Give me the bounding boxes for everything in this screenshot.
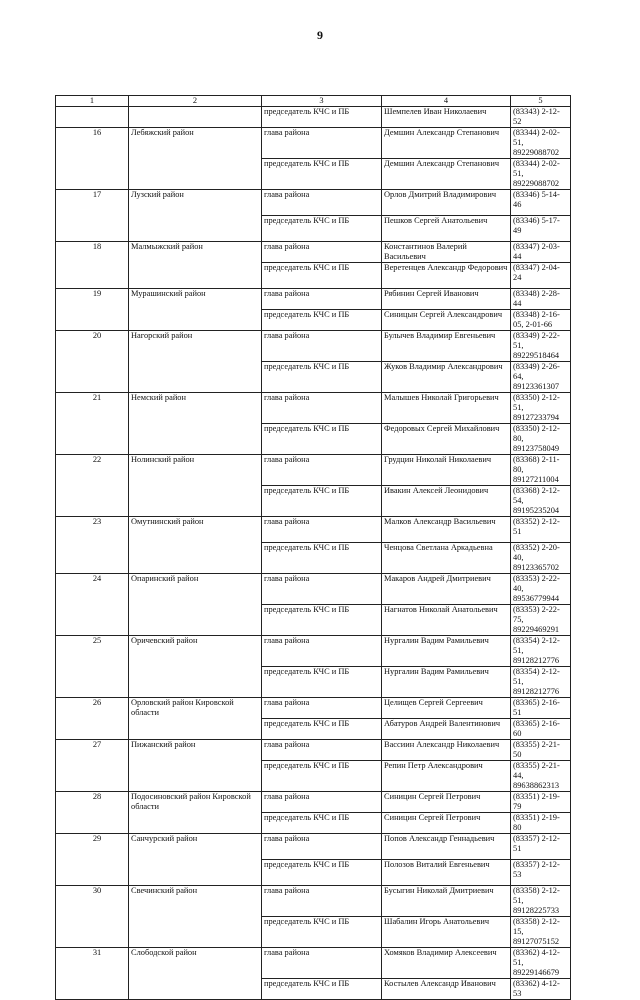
phone-number: (83348) 2-16-05, 2-01-66 [511,310,571,331]
phone-number: (83368) 2-12-54, 89195235204 [511,486,571,517]
phone-number: (83352) 2-12-51 [511,517,571,543]
table-row [56,948,571,979]
phone-number: (83358) 2-12-51, 89128225733 [511,886,571,917]
official-name: Нургалин Вадим Рамильевич [382,667,511,698]
phone-number: (83350) 2-12-80, 89123758049 [511,424,571,455]
official-role: председатель КЧС и ПБ [262,917,382,948]
official-name: Грудцин Николай Николаевич [382,455,511,486]
district-number-cell [56,190,129,242]
phone-number: (83354) 2-12-51, 89128212776 [511,667,571,698]
phone-number: (83357) 2-12-53 [511,860,571,886]
official-role: председатель КЧС и ПБ [262,761,382,792]
district-name: Нагорский район [129,331,262,393]
official-name: Полозов Виталий Евгеньевич [382,860,511,886]
official-name: Синицын Сергей Александрович [382,310,511,331]
district-name: Свечинский район [129,886,262,948]
table-row [56,128,571,159]
official-role: председатель КЧС и ПБ [262,310,382,331]
district-number: 21 [92,393,102,402]
district-name [129,107,262,128]
official-role: глава района [262,190,382,216]
official-role: глава района [262,886,382,917]
phone-number: (83358) 2-12-15, 89127075152 [511,917,571,948]
district-number: 30 [92,886,102,895]
official-name: Рябинин Сергей Иванович [382,289,511,310]
official-role: председатель КЧС и ПБ [262,605,382,636]
district-number: 18 [92,242,102,251]
phone-number: (83353) 2-22-75, 89229469291 [511,605,571,636]
district-number: 24 [92,574,102,583]
official-name: Нургалин Вадим Рамильевич [382,636,511,667]
phone-number: (83368) 2-11-80, 89127211004 [511,455,571,486]
table-row [56,886,571,917]
district-number: 17 [92,190,102,199]
official-role: председатель КЧС и ПБ [262,719,382,740]
phone-number: (83346) 5-14-46 [511,190,571,216]
official-role: глава района [262,636,382,667]
phone-number: (83349) 2-26-64, 89123361307 [511,362,571,393]
district-number: 31 [92,948,102,957]
district-number-cell [56,574,129,636]
column-header: 5 [511,96,571,107]
district-number-cell [56,948,129,1000]
official-name: Синицин Сергей Петрович [382,813,511,834]
column-header: 4 [382,96,511,107]
official-role: глава района [262,242,382,263]
official-role: глава района [262,574,382,605]
official-role: председатель КЧС и ПБ [262,486,382,517]
table-row [56,190,571,216]
district-number-cell [56,740,129,792]
official-name: Абатуров Андрей Валентинович [382,719,511,740]
phone-number: (83349) 2-22-51, 89229518464 [511,331,571,362]
district-number: 25 [92,636,102,645]
table-row [56,698,571,719]
phone-number: (83344) 2-02-51, 89229088702 [511,128,571,159]
table-row [56,834,571,860]
official-role: председатель КЧС и ПБ [262,263,382,289]
table-row [56,740,571,761]
column-header: 3 [262,96,382,107]
official-name: Вассиин Александр Николаевич [382,740,511,761]
official-role: председатель КЧС и ПБ [262,813,382,834]
district-number: 20 [92,331,102,340]
table-row [56,393,571,424]
table-row [56,455,571,486]
official-role: председатель КЧС и ПБ [262,860,382,886]
district-number-cell [56,128,129,190]
official-role: глава района [262,948,382,979]
official-role: глава района [262,455,382,486]
official-name: Орлов Дмитрий Владимирович [382,190,511,216]
district-name: Слободской район [129,948,262,1000]
district-number: 19 [92,289,102,298]
table-row [56,792,571,813]
official-role: глава района [262,740,382,761]
phone-number: (83350) 2-12-51, 89127233794 [511,393,571,424]
table-body [56,107,571,1000]
official-name: Малышев Николай Григорьевич [382,393,511,424]
official-name: Демшин Александр Степанович [382,159,511,190]
phone-number: (83362) 4-12-51, 89229146679 [511,948,571,979]
official-role: глава района [262,128,382,159]
table-header [56,96,571,107]
official-role: глава района [262,517,382,543]
official-name: Хомяков Владимир Алексеевич [382,948,511,979]
district-number-cell [56,242,129,289]
district-number-cell [56,393,129,455]
official-role: глава района [262,834,382,860]
official-role: председатель КЧС и ПБ [262,159,382,190]
page-number: 9 [317,28,323,42]
phone-number: (83352) 2-20-40, 89123365702 [511,543,571,574]
official-role: глава района [262,792,382,813]
phone-number: (83354) 2-12-51, 89128212776 [511,636,571,667]
official-role: глава района [262,331,382,362]
column-header: 2 [129,96,262,107]
phone-number: (83351) 2-19-80 [511,813,571,834]
district-number: 28 [92,792,102,801]
official-name: Веретенцев Александр Федорович [382,263,511,289]
table-row [56,517,571,543]
table-row [56,574,571,605]
official-name: Демшин Александр Степанович [382,128,511,159]
phone-number: (83365) 2-16-51 [511,698,571,719]
header-row [56,96,571,107]
district-number: 16 [92,128,102,137]
district-name: Санчурский район [129,834,262,886]
phone-number: (83355) 2-21-50 [511,740,571,761]
official-name: Синицин Сергей Петрович [382,792,511,813]
phone-number: (83347) 2-03-44 [511,242,571,263]
phone-number: (83347) 2-04-24 [511,263,571,289]
official-role: председатель КЧС и ПБ [262,107,382,128]
district-name: Орловский район Кировской области [129,698,262,740]
official-name: Жуков Владимир Александрович [382,362,511,393]
district-name: Немский район [129,393,262,455]
official-name: Булычев Владимир Евгеньевич [382,331,511,362]
district-name: Малмыжский район [129,242,262,289]
district-number-cell [56,455,129,517]
table-row [56,107,571,128]
district-name: Омутнинский район [129,517,262,574]
phone-number: (83365) 2-16-60 [511,719,571,740]
district-number-cell [56,289,129,331]
phone-number: (83346) 5-17-49 [511,216,571,242]
district-number-cell [56,792,129,834]
official-role: глава района [262,698,382,719]
official-name: Макаров Андрей Дмитриевич [382,574,511,605]
phone-number: (83343) 2-12-52 [511,107,571,128]
official-role: глава района [262,289,382,310]
district-name: Нолинский район [129,455,262,517]
table-row [56,636,571,667]
district-number-cell [56,698,129,740]
official-name: Костылев Александр Иванович [382,979,511,1000]
official-role: председатель КЧС и ПБ [262,424,382,455]
official-name: Константинов Валерий Васильевич [382,242,511,263]
official-name: Федоровых Сергей Михайлович [382,424,511,455]
district-name: Пижанский район [129,740,262,792]
phone-number: (83344) 2-02-51, 89229088702 [511,159,571,190]
contacts-table [55,95,571,1000]
phone-number: (83353) 2-22-40, 89536779944 [511,574,571,605]
phone-number: (83355) 2-21-44, 89638862313 [511,761,571,792]
official-role: председатель КЧС и ПБ [262,667,382,698]
official-name: Нагнатов Николай Анатольевич [382,605,511,636]
official-name: Целищев Сергей Сергеевич [382,698,511,719]
district-number: 27 [92,740,102,749]
district-name: Подосиновский район Кировской области [129,792,262,834]
table-row [56,331,571,362]
official-name: Бусыгин Николай Дмитриевич [382,886,511,917]
official-role: глава района [262,393,382,424]
district-number-cell [56,834,129,886]
district-name: Лузский район [129,190,262,242]
phone-number: (83357) 2-12-51 [511,834,571,860]
phone-number: (83348) 2-28-44 [511,289,571,310]
phone-number: (83351) 2-19-79 [511,792,571,813]
table-row [56,289,571,310]
official-name: Пешков Сергей Анатольевич [382,216,511,242]
official-role: председатель КЧС и ПБ [262,362,382,393]
district-number-cell [56,107,129,128]
table-row [56,242,571,263]
phone-number: (83362) 4-12-53 [511,979,571,1000]
official-role: председатель КЧС и ПБ [262,979,382,1000]
district-number: 23 [92,517,102,526]
district-number-cell [56,331,129,393]
official-name: Шемпелев Иван Николаевич [382,107,511,128]
official-name: Ченцова Светлана Аркадьевна [382,543,511,574]
official-name: Малков Александр Васильевич [382,517,511,543]
official-name: Попов Александр Геннадьевич [382,834,511,860]
district-name: Лебяжский район [129,128,262,190]
district-number-cell [56,517,129,574]
district-number-cell [56,886,129,948]
district-name: Опаринский район [129,574,262,636]
district-number: 22 [92,455,102,464]
official-role: председатель КЧС и ПБ [262,543,382,574]
official-name: Шабалин Игорь Анатольевич [382,917,511,948]
official-name: Ивакин Алексей Леонидович [382,486,511,517]
official-name: Репин Петр Александрович [382,761,511,792]
district-name: Оричевский район [129,636,262,698]
column-header: 1 [56,96,129,107]
district-number-cell [56,636,129,698]
district-number: 26 [92,698,102,707]
district-name: Мурашинский район [129,289,262,331]
official-role: председатель КЧС и ПБ [262,216,382,242]
district-number: 29 [92,834,102,843]
